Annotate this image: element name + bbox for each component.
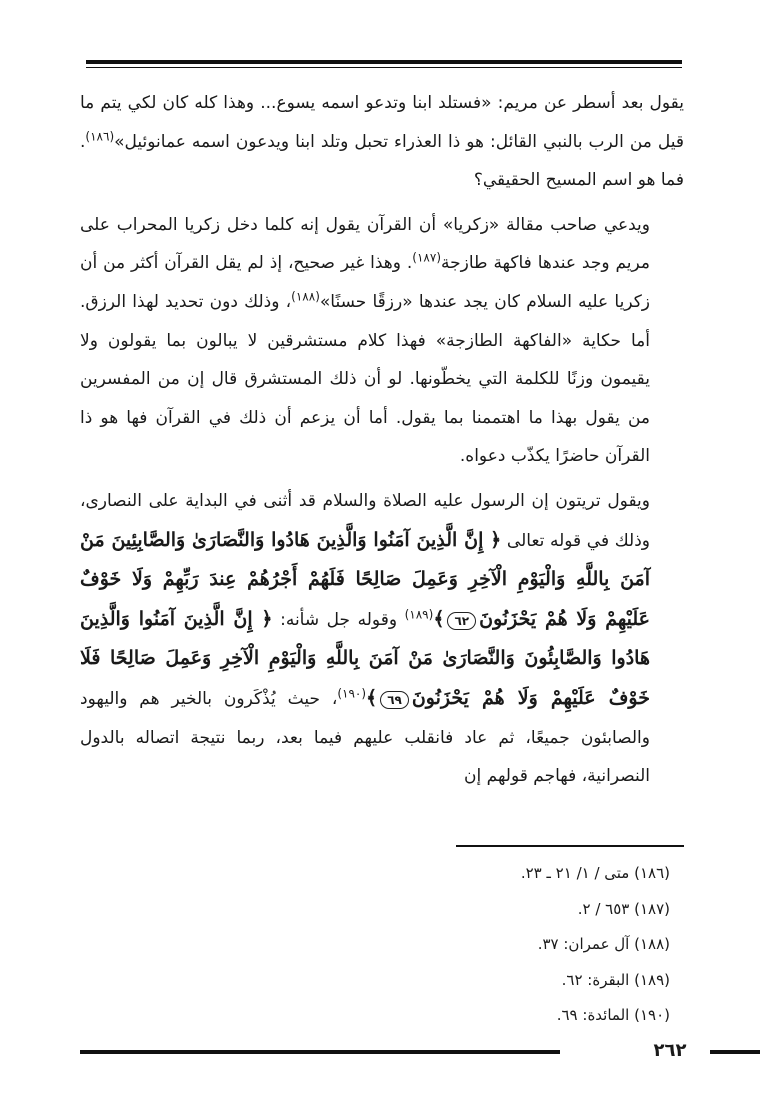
footnote-ref-190[interactable]: (١٩٠) xyxy=(337,686,367,701)
ayah-number-62: ٦٢ xyxy=(447,612,476,630)
paragraph-1: يقول بعد أسطر عن مريم: «فستلد ابنا وتدعو اسمه يسوع... وهذا كله كان لكي يتم ما قيل من الرب بالنبي القائل: هو ذا العذراء تحبل وتلد ابنا ويدعون اسمه عمانوئيل»$^{(١٨٦)}$. فما هو اسم المسيح الحقيقي؟ xyxy=(80,93,684,191)
footnote-ref-187[interactable]: (١٨٧) xyxy=(412,250,441,265)
footnote-ref-189[interactable]: (١٨٩) xyxy=(404,607,434,622)
footer-rule xyxy=(80,1050,560,1054)
page-number: ٢٦٢ xyxy=(635,1040,705,1061)
quran-verse-baqara-62: ﴿ إِنَّ الَّذِينَ آمَنُوا وَالَّذِينَ هَادُوا وَالنَّصَارَىٰ وَالصَّابِئِينَ مَنْ آمَنَ بِاللَّهِ وَالْيَوْمِ الْآخِرِ وَعَمِلَ صَالِحًا فَلَهُمْ أَجْرُهُمْ عِندَ رَبِّهِمْ وَلَا خَوْفٌ عَلَيْهِمْ وَلَا هُمْ يَحْزَنُونَ xyxy=(80,528,650,630)
footnote-188: (١٨٨) آل عمران: ٣٧. xyxy=(537,935,670,953)
main-text xyxy=(80,84,684,796)
footnote-ref-188[interactable]: (١٨٨) xyxy=(291,289,320,304)
footer-rule-tail xyxy=(710,1050,760,1054)
paragraph-2: ويدعي صاحب مقالة «زكريا» أن القرآن يقول إنه كلما دخل زكريا المحراب على مريم وجد عندها فاكهة طازجة$^{(١٨٧)}$. وهذا غير صحيح، إذ لم يقل القرآن أكثر من أن زكريا عليه السلام كان يجد عندها «رزقًا حسنًا»$^{(١٨٨)}$، وذلك دون تحديد لهذا الرزق. أما حكاية «الفاكهة الطازجة» فهذا كلام مستشرقين لا يبالون بما يقولون ولا يقيمون وزنًا للكلمة التي يخطّونها. لو أن ذلك المستشرق قال إن من المفسرين من يقول بهذا ما اهتممنا بما يقول. أما أن يزعم أن ذلك في القرآن فها هو ذا القرآن حاضرًا يكذّب دعواه. xyxy=(80,214,650,467)
footnote-187: (١٨٧) ٦٥٣ / ٢. xyxy=(577,899,670,918)
paragraph-3: ويقول تريتون إن الرسول عليه الصلاة والسلام قد أثنى في البداية على النصارى، وذلك في قوله تعالى ﴿ إِنَّ الَّذِينَ آمَنُوا وَالَّذِينَ هَادُوا وَالنَّصَارَىٰ وَالصَّابِئِينَ مَنْ آمَنَ بِاللَّهِ وَالْيَوْمِ الْآخِرِ وَعَمِلَ صَالِحًا فَلَهُمْ أَجْرُهُمْ عِندَ رَبِّهِمْ وَلَا خَوْفٌ عَلَيْهِمْ وَلَا هُمْ يَحْزَنُونَ٦٢﴾$^{(١٨٩)}$ وقوله جل شأنه: ﴿ إِنَّ الَّذِينَ آمَنُوا وَالَّذِينَ هَادُوا وَالصَّابِئُونَ وَالنَّصَارَىٰ مَنْ آمَنَ بِاللَّهِ وَالْيَوْمِ الْآخِرِ وَعَمِلَ صَالِحًا فَلَا خَوْفٌ عَلَيْهِمْ وَلَا هُمْ يَحْزَنُونَ٦٩﴾$^{(١٩٠)}$، حيث يُذْكَرون بالخير هم واليهود والصابئون جميعًا، ثم عاد فانقلب عليهم فيما بعد، ربما نتيجة اتصاله بالدول النصرانية، فهاجم قولهم إن xyxy=(80,490,650,787)
footnote-189: (١٨٩) البقرة: ٦٢. xyxy=(561,970,670,989)
footnote-186: (١٨٦) متى / ١/ ٢١ ـ ٢٣. xyxy=(520,864,670,882)
page-footer xyxy=(80,1040,687,1064)
footnote-separator xyxy=(456,845,684,847)
quran-verse-maida-69: ﴿ إِنَّ الَّذِينَ آمَنُوا وَالَّذِينَ هَادُوا وَالصَّابِئُونَ وَالنَّصَارَىٰ مَنْ آمَنَ بِاللَّهِ وَالْيَوْمِ الْآخِرِ وَعَمِلَ صَالِحًا فَلَا خَوْفٌ عَلَيْهِمْ وَلَا هُمْ يَحْزَنُونَ xyxy=(80,607,650,709)
footnote-ref-186[interactable]: (١٨٦) xyxy=(85,128,115,143)
ayah-number-69: ٦٩ xyxy=(380,691,409,709)
footnote-190: (١٩٠) المائدة: ٦٩. xyxy=(556,1006,670,1024)
footnotes xyxy=(300,856,670,1034)
top-double-rule xyxy=(86,60,682,68)
